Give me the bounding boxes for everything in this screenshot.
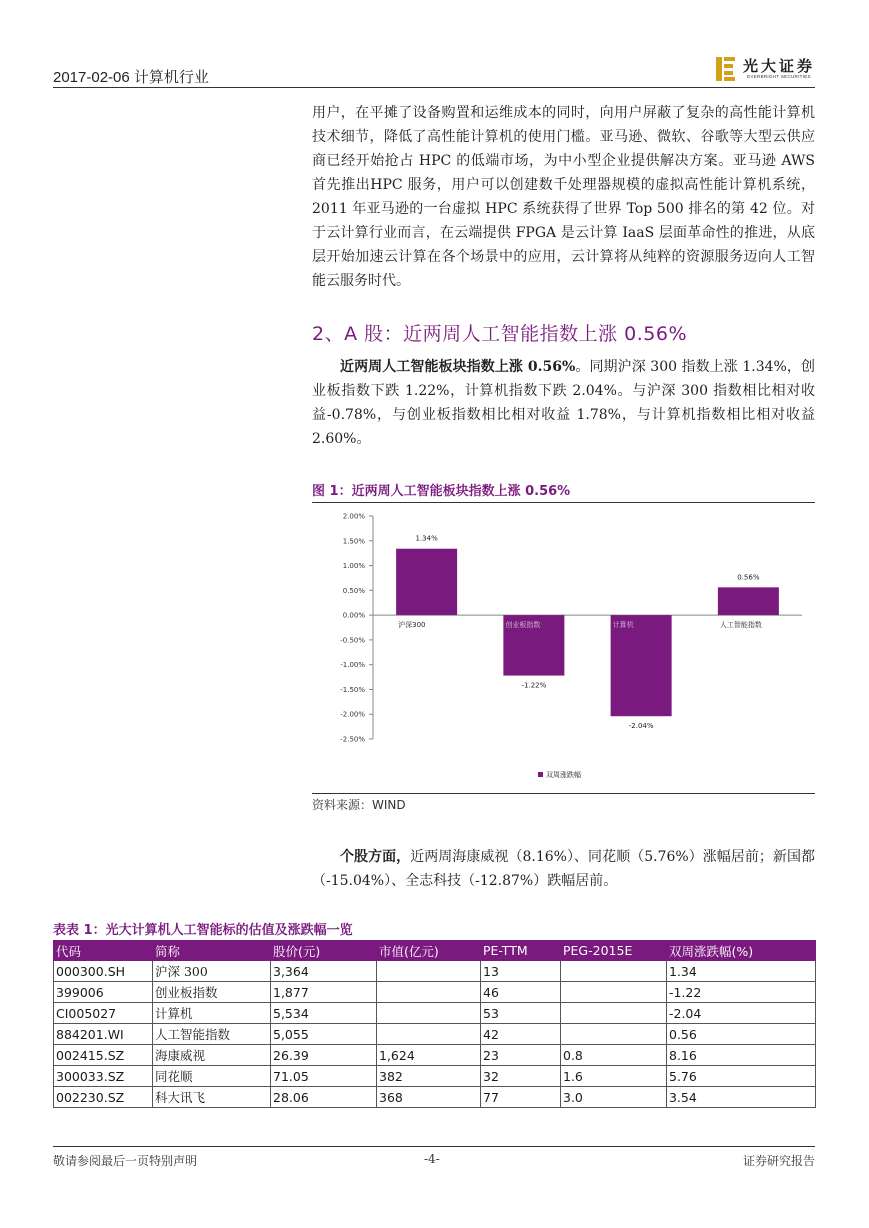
cell-code: CI005027	[54, 1003, 153, 1024]
bar	[396, 549, 457, 615]
cell-pe: 77	[481, 1087, 561, 1108]
cell-peg: 1.6	[561, 1066, 667, 1087]
cell-mktcap	[377, 982, 481, 1003]
y-tick-label: 0.50%	[342, 586, 365, 595]
category-label: 计算机	[612, 621, 634, 630]
cell-peg	[561, 1024, 667, 1045]
y-tick-label: -1.00%	[340, 661, 365, 670]
cell-mktcap	[377, 1003, 481, 1024]
cell-pe: 23	[481, 1045, 561, 1066]
table-row	[54, 961, 816, 982]
category-label: 沪深300	[398, 621, 426, 630]
cell-name: 同花顺	[153, 1066, 271, 1087]
cell-name: 科大讯飞	[153, 1087, 271, 1108]
cell-change: 5.76	[667, 1066, 816, 1087]
y-tick-label: 2.00%	[342, 512, 365, 521]
col-header-mktcap: 市值(亿元)	[377, 941, 481, 961]
cell-peg	[561, 961, 667, 982]
bar-value-label: -2.04%	[628, 722, 654, 731]
cell-name: 人工智能指数	[153, 1024, 271, 1045]
stocks-paragraph	[312, 845, 815, 893]
cell-change: -2.04	[667, 1003, 816, 1024]
cell-change: 3.54	[667, 1087, 816, 1108]
cell-code: 884201.WI	[54, 1024, 153, 1045]
cell-pe: 53	[481, 1003, 561, 1024]
legend-swatch	[538, 772, 543, 777]
logo-name-cn: 光大证券	[742, 57, 815, 75]
category-label: 人工智能指数	[719, 621, 762, 630]
cell-code: 300033.SZ	[54, 1066, 153, 1087]
cell-name: 计算机	[153, 1003, 271, 1024]
footer-report-type: 证券研究报告	[742, 1154, 815, 1168]
cell-mktcap: 382	[377, 1066, 481, 1087]
valuation-table	[53, 940, 816, 1108]
bar-chart	[312, 504, 815, 790]
bar-value-label: -1.22%	[521, 681, 547, 690]
cell-pe: 13	[481, 961, 561, 982]
stocks-lead-text: 近两周海康威视（8.16%）、同花顺（5.76%）涨幅居前；新国都（-15.04%）、全志科技（-12.87%）跌幅居前。	[312, 849, 816, 889]
cell-pe: 46	[481, 982, 561, 1003]
logo-name-en: EVERBRIGHT SECURITIES	[747, 74, 811, 79]
cell-price: 3,364	[271, 961, 377, 982]
figure-top-rule	[312, 502, 815, 503]
cell-change: 8.16	[667, 1045, 816, 1066]
page-header	[53, 52, 815, 88]
cell-price: 26.39	[271, 1045, 377, 1066]
cell-peg	[561, 1003, 667, 1024]
bar	[611, 615, 672, 716]
table-row	[54, 1003, 816, 1024]
stocks-lead-bold: 个股方面，	[340, 849, 411, 865]
table-title: 表表 1：光大计算机人工智能标的估值及涨跌幅一览	[53, 923, 353, 938]
cell-change: -1.22	[667, 982, 816, 1003]
cell-peg: 3.0	[561, 1087, 667, 1108]
cell-price: 1,877	[271, 982, 377, 1003]
y-tick-label: 1.00%	[342, 562, 365, 571]
footer-disclaimer: 敬请参阅最后一页特别声明	[53, 1154, 198, 1168]
y-tick-label: -0.50%	[340, 636, 365, 645]
table-header-row	[54, 941, 816, 961]
bar	[718, 587, 779, 615]
col-header-peg: PEG-2015E	[561, 941, 667, 961]
cell-change: 1.34	[667, 961, 816, 982]
y-tick-label: -2.50%	[340, 735, 365, 744]
col-header-change: 双周涨跌幅(%)	[667, 941, 816, 961]
cell-mktcap	[377, 1024, 481, 1045]
col-header-pe: PE-TTM	[481, 941, 561, 961]
cell-price: 5,055	[271, 1024, 377, 1045]
company-logo	[715, 56, 815, 82]
cell-code: 000300.SH	[54, 961, 153, 982]
legend-label: 双周涨跌幅	[546, 771, 581, 779]
table-row	[54, 1024, 816, 1045]
cell-peg: 0.8	[561, 1045, 667, 1066]
y-tick-label: 0.00%	[342, 611, 365, 620]
cell-code: 399006	[54, 982, 153, 1003]
cell-name: 沪深 300	[153, 961, 271, 982]
intro-paragraph: 用户，在平摊了设备购置和运维成本的同时，向用户屏蔽了复杂的高性能计算机技术细节，降低了高性能计算机的使用门槛。亚马逊、微软、谷歌等大型云供应商已经开始抢占 HPC 的低端市场，为中小型企业提供解决方案。亚马逊 AWS 首先推出HPC 服务，用户可以创建数千处理器规模的虚拟高性能计算机系统，2011 年亚马逊的一台虚拟 HPC 系统获得了世界 Top 500 排名的第 42 位。对于云计算行业而言，在云端提供 FPGA 是云计算 IaaS 层面革命性的推进，从底层开始加速云计算在各个场景中的应用，云计算将从纯粹的资源服务迈向人工智能云服务时代。	[312, 105, 815, 289]
cell-mktcap	[377, 961, 481, 982]
y-tick-label: -1.50%	[340, 685, 365, 694]
bar-value-label: 1.34%	[415, 534, 438, 543]
cell-price: 28.06	[271, 1087, 377, 1108]
col-header-name: 简称	[153, 941, 271, 961]
cell-code: 002415.SZ	[54, 1045, 153, 1066]
col-header-price: 股价(元)	[271, 941, 377, 961]
cell-name: 创业板指数	[153, 982, 271, 1003]
cell-price: 71.05	[271, 1066, 377, 1087]
cell-pe: 42	[481, 1024, 561, 1045]
cell-mktcap: 368	[377, 1087, 481, 1108]
page-number: -4-	[424, 1152, 440, 1166]
logo-mark-icon	[715, 56, 737, 82]
cell-name: 海康威视	[153, 1045, 271, 1066]
section-lead-bold: 近两周人工智能板块指数上涨 0.56%	[340, 359, 576, 375]
footer-rule	[53, 1146, 815, 1147]
figure-title: 图 1：近两周人工智能板块指数上涨 0.56%	[312, 484, 571, 499]
cell-change: 0.56	[667, 1024, 816, 1045]
section-lead-text: 。同期沪深 300 指数上涨 1.34%，创业板指数下跌 1.22%，计算机指数下跌 2.04%。与沪深 300 指数相比相对收益-0.78%，与创业板指数相比相对收益 1.78%，与计算机指数相比相对收益 2.60%。	[312, 359, 815, 447]
table-row	[54, 1045, 816, 1066]
cell-peg	[561, 982, 667, 1003]
y-tick-label: 1.50%	[342, 537, 365, 546]
table-row	[54, 1066, 816, 1087]
table-row	[54, 1087, 816, 1108]
col-header-code: 代码	[54, 941, 153, 961]
cell-pe: 32	[481, 1066, 561, 1087]
table-row	[54, 982, 816, 1003]
header-date-industry: 2017-02-06 计算机行业	[53, 69, 209, 86]
cell-code: 002230.SZ	[54, 1087, 153, 1108]
y-tick-label: -2.00%	[340, 710, 365, 719]
cell-mktcap: 1,624	[377, 1045, 481, 1066]
cell-price: 5,534	[271, 1003, 377, 1024]
figure-source: 资料来源：WIND	[312, 798, 406, 812]
figure-bottom-rule	[312, 793, 815, 794]
section-title: 2、A 股：近两周人工智能指数上涨 0.56%	[312, 323, 688, 345]
bar-value-label: 0.56%	[737, 573, 760, 582]
category-label: 创业板指数	[505, 621, 541, 630]
section-lead-paragraph	[312, 355, 815, 451]
